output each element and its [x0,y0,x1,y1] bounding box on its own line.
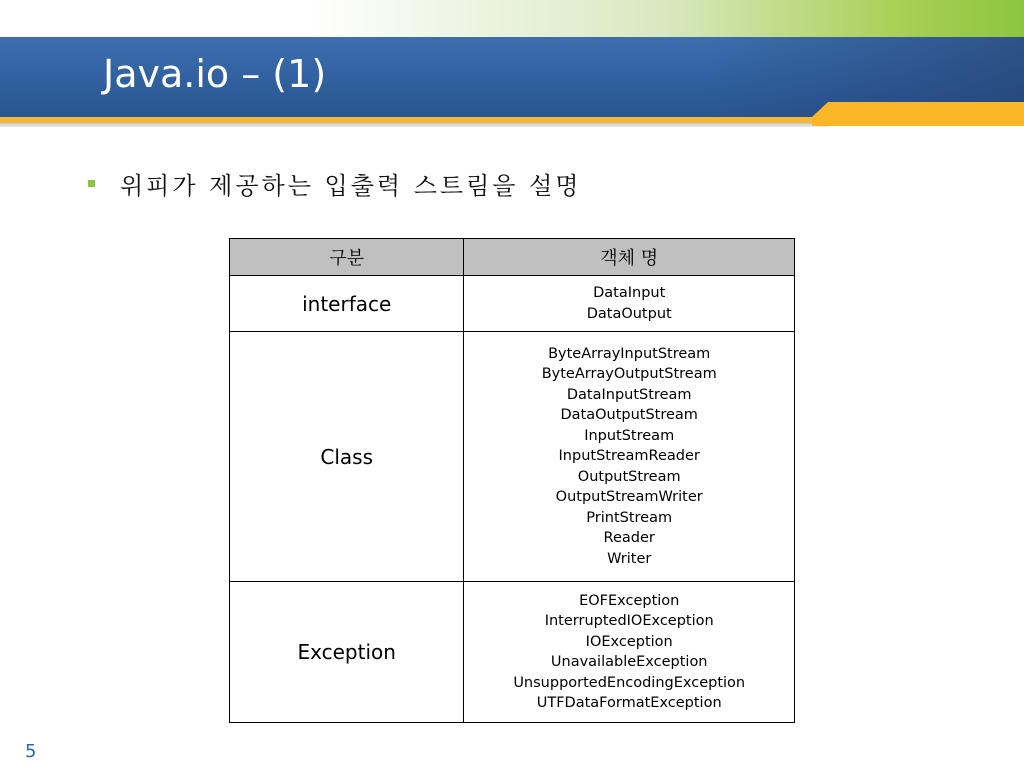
object-name: DataOutput [586,305,672,322]
object-name: DataInput [593,285,666,301]
table-header-row [230,239,795,276]
table-row [230,332,795,582]
object-name: InputStream [584,427,675,444]
category-cell: Exception [230,582,464,723]
header-object-name: 객체 명 [464,239,795,276]
objects-cell [464,332,795,582]
object-name: Writer [607,550,652,567]
objects-cell [464,276,795,332]
header-category: 구분 [230,239,464,276]
object-name: IOException [585,633,673,650]
object-name: InputStreamReader [558,448,700,465]
object-name: EOFException [579,592,680,609]
object-name: ByteArrayInputStream [548,345,711,362]
category-cell: Class [230,332,464,582]
object-name: OutputStreamWriter [555,489,703,506]
object-name: PrintStream [586,509,673,526]
divider-rule [0,123,830,127]
table-row [230,276,795,332]
category-cell: interface [230,276,464,332]
object-name: Reader [603,530,655,547]
page-title: Java.io – (1) [103,52,327,96]
top-gradient-band [0,0,1024,37]
object-name: UnsupportedEncodingException [513,674,746,691]
object-table [229,238,795,723]
object-name: UTFDataFormatException [536,695,722,711]
objects-cell [464,582,795,723]
bullet-text: 위피가 제공하는 입출력 스트림을 설명 [120,171,582,200]
object-name: UnavailableException [550,654,708,670]
page-number: 5 [25,741,37,762]
object-name: DataInputStream [566,386,692,403]
table-row [230,582,795,723]
object-name: OutputStream [577,468,681,485]
object-name: InterruptedIOException [544,613,714,629]
object-name: DataOutputStream [560,407,698,424]
accent-tab-shape [808,100,1024,128]
square-bullet-icon [88,180,95,187]
object-name: ByteArrayOutputStream [541,366,717,383]
bullet-item [88,168,581,198]
